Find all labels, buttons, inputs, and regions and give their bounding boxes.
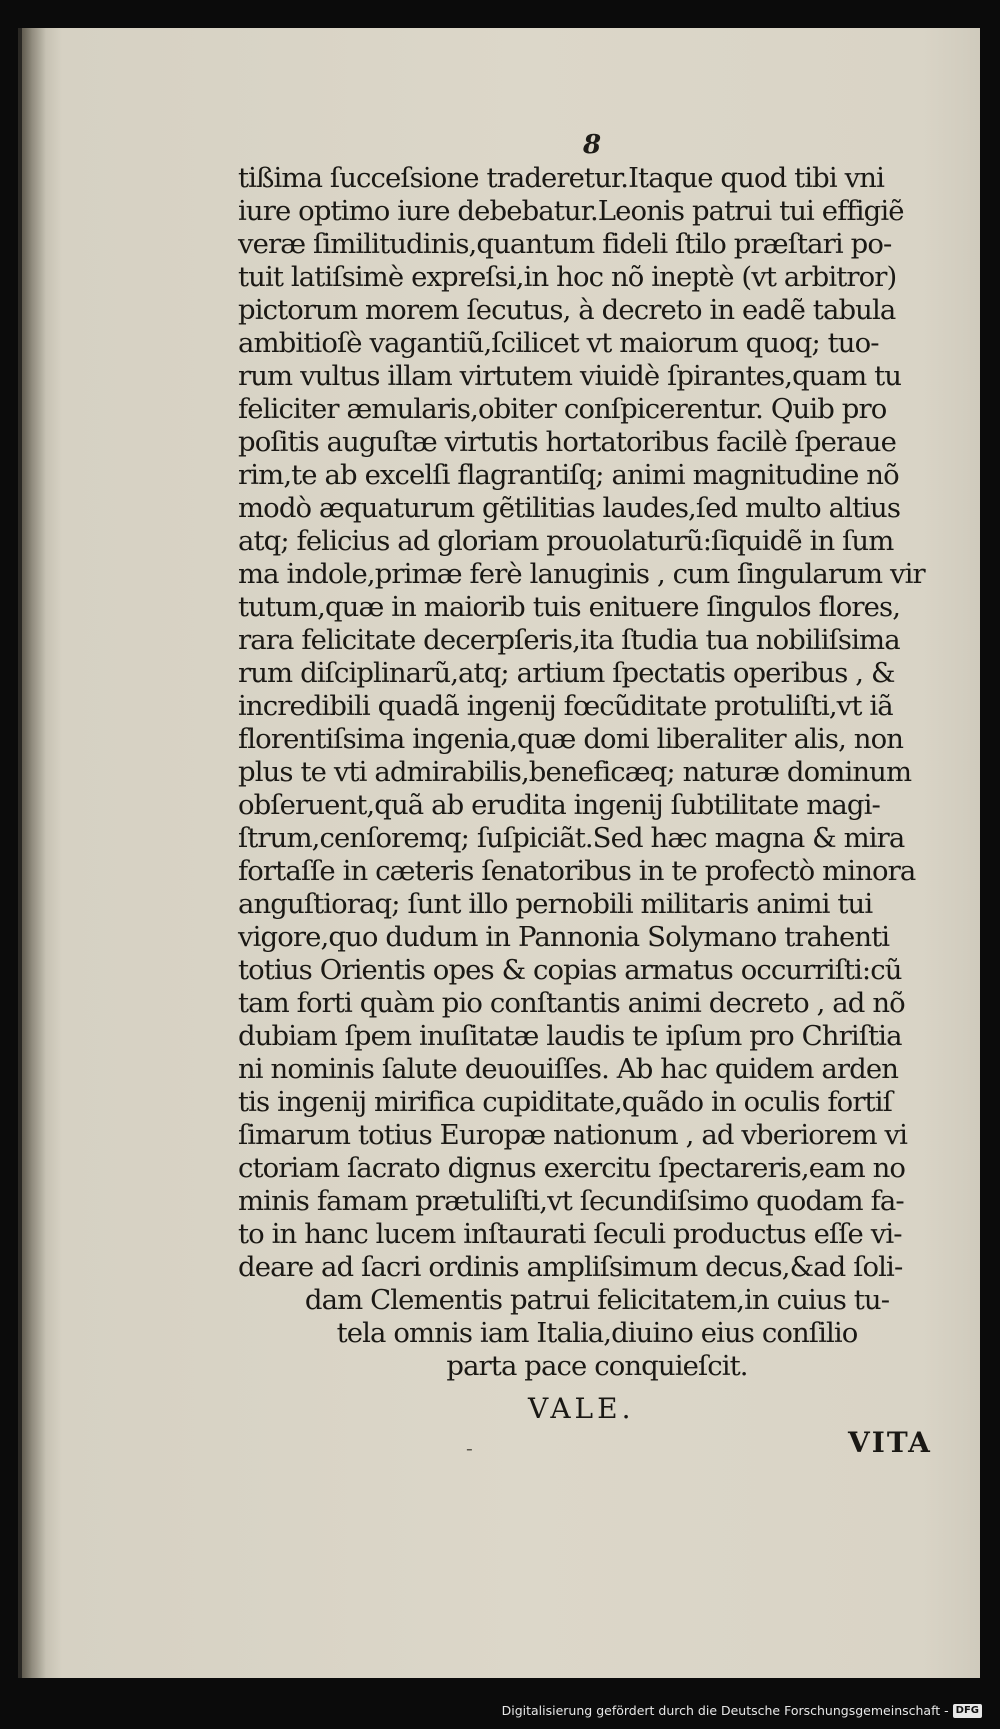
text-line: tuit latiſsimè expreſsi,in hoc nõ ineptè (vt arbitror) <box>238 261 897 293</box>
text-line: modò æquaturum gẽtilitias laudes,ſed multo altius <box>238 492 901 524</box>
page-gutter-shadow <box>22 28 46 1678</box>
text-line: ſtrum,cenſoremq; ſuſpiciãt.Sed hæc magna & mira <box>238 822 905 854</box>
dfg-logo: DFG <box>953 1704 982 1718</box>
text-line: incredibili quadã ingenij fœcũditate protuliſti,vt iã <box>238 690 893 722</box>
folio-number: 8 <box>582 130 602 160</box>
vale-closing: VALE. <box>528 1392 635 1425</box>
text-line: rum vultus illam virtutem viuidè ſpirantes,quam tu <box>238 360 902 392</box>
text-line: veræ ſimilitudinis,quantum fideli ſtilo præſtari po- <box>238 228 892 260</box>
text-line: pictorum morem ſecutus, à decreto in eadẽ tabula <box>238 294 896 326</box>
text-line: totius Orientis opes & copias armatus occurriſti:cũ <box>238 954 902 986</box>
text-line: rara felicitate decerpſeris,ita ſtudia tua nobiliſsima <box>238 624 900 656</box>
text-line: dubiam ſpem inuſitatæ laudis te ipſum pro Chriſtia <box>238 1020 902 1052</box>
text-line: ambitioſè vagantiũ,ſcilicet vt maiorum quoq; tuo- <box>238 327 879 359</box>
text-line: poſitis auguſtæ virtutis hortatoribus facilè ſperaue <box>238 426 896 458</box>
text-line: florentiſsima ingenia,quæ domi liberaliter alis, non <box>238 723 904 755</box>
digitization-footer <box>502 1703 982 1718</box>
catchword: VITA <box>848 1426 932 1459</box>
text-line: rum diſciplinarũ,atq; artium ſpectatis operibus , & <box>238 657 895 689</box>
closing-line: tela omnis iam Italia,diuino eius conſilio <box>336 1317 858 1349</box>
text-line: anguſtioraq; ſunt illo pernobili militaris animi tui <box>238 888 873 920</box>
text-line: feliciter æmularis,obiter conſpicerentur. Quib pro <box>238 393 887 425</box>
body-text <box>238 162 956 1383</box>
text-line: tißima ſucceſsione traderetur.Itaque quod tibi vni <box>238 162 884 194</box>
text-line: minis famam prætuliſti,vt ſecundiſsimo quodam fa- <box>238 1185 904 1217</box>
text-line: vigore,quo dudum in Pannonia Solymano trahenti <box>238 921 890 953</box>
text-line: atq; felicius ad gloriam prouolaturũ:ſiquidẽ in ſum <box>238 525 894 557</box>
text-line: plus te vti admirabilis,beneficæq; naturæ dominum <box>238 756 912 788</box>
text-line: fortaſſe in cæteris ſenatoribus in te profectò minora <box>238 855 916 887</box>
footer-credit: Digitalisierung gefördert durch die Deutsche Forschungsgemeinschaft - <box>501 1703 949 1718</box>
text-line: deare ad ſacri ordinis ampliſsimum decus,&ad ſoli- <box>238 1251 903 1283</box>
text-line: ctoriam ſacrato dignus exercitu ſpectareris,eam no <box>238 1152 906 1184</box>
text-line: obſeruent,quã ab erudita ingenij ſubtilitate magi- <box>238 789 880 821</box>
text-line: tam forti quàm pio conſtantis animi decreto , ad nõ <box>238 987 905 1019</box>
text-line: iure optimo iure debebatur.Leonis patrui tui effigiẽ <box>238 195 904 227</box>
text-line: ni nominis ſalute deuouiſſes. Ab hac quidem arden <box>238 1053 899 1085</box>
text-line: ma indole,primæ ferè lanuginis , cum ſingularum vir <box>238 558 925 590</box>
closing-line: dam Clementis patrui felicitatem,in cuius tu- <box>304 1284 890 1316</box>
text-line: tutum,quæ in maiorib tuis enituere ſingulos flores, <box>238 591 901 623</box>
text-line: ſimarum totius Europæ nationum , ad vberiorem vi <box>238 1119 908 1151</box>
closing-line: parta pace conquieſcit. <box>446 1350 748 1382</box>
ornament-dash: - <box>466 1436 473 1460</box>
text-line: tis ingenij mirifica cupiditate,quãdo in oculis fortiſ <box>238 1086 892 1118</box>
text-line: rim,te ab excelſi flagrantiſq; animi magnitudine nõ <box>238 459 899 491</box>
text-line: to in hanc lucem inſtaurati ſeculi productus eſſe vi- <box>238 1218 902 1250</box>
